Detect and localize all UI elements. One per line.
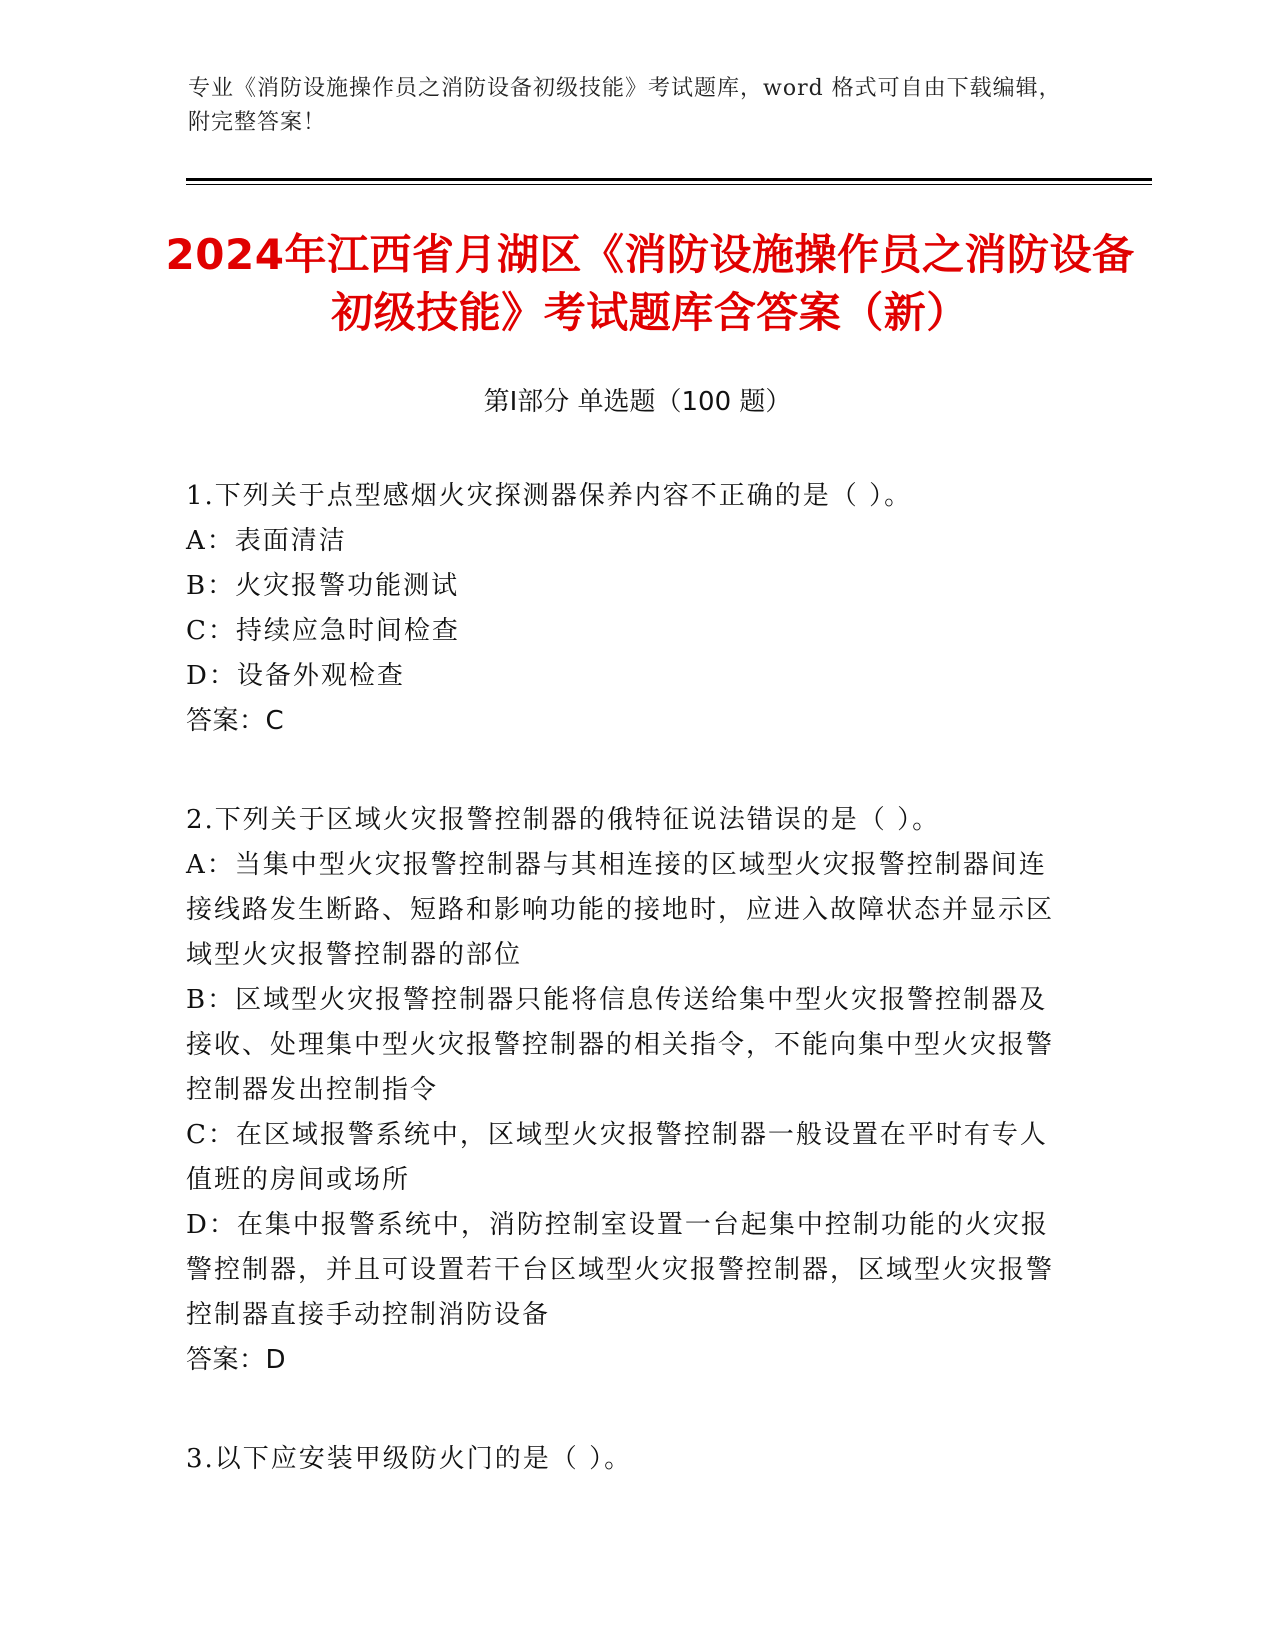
option-a: A：当集中型火灾报警控制器与其相连接的区域型火灾报警控制器间连接线路发生断路、短路和影响功能的接地时，应进入故障状态并显示区域型火灾报警控制器的部位 xyxy=(186,850,1055,970)
document-title: 2024年江西省月湖区《消防设施操作员之消防设备初级技能》考试题库含答案（新） xyxy=(165,230,1135,337)
answer: 答案：C xyxy=(186,706,285,736)
answer: 答案：D xyxy=(186,1345,287,1375)
question-2 xyxy=(186,798,1066,1383)
section-title: 第Ⅰ部分 单选题（100 题） xyxy=(483,387,792,417)
question-stem: 1.下列关于点型感烟火灾探测器保养内容不正确的是（ ）。 xyxy=(186,481,913,511)
option-c: C：持续应急时间检查 xyxy=(186,616,460,646)
header-rule-thin xyxy=(186,184,1152,185)
question-3 xyxy=(186,1437,1066,1482)
option-a: A：表面清洁 xyxy=(186,526,347,556)
option-d: D：设备外观检查 xyxy=(186,661,405,691)
question-1 xyxy=(186,474,1066,744)
option-b: B：火灾报警功能测试 xyxy=(186,571,460,601)
option-b: B：区域型火灾报警控制器只能将信息传送给集中型火灾报警控制器及接收、处理集中型火灾报警控制器的相关指令，不能向集中型火灾报警控制器发出控制指令 xyxy=(186,985,1055,1105)
option-c: C：在区域报警系统中，区域型火灾报警控制器一般设置在平时有专人值班的房间或场所 xyxy=(186,1120,1048,1195)
option-d: D：在集中报警系统中，消防控制室设置一台起集中控制功能的火灾报警控制器，并且可设置若干台区域型火灾报警控制器，区域型火灾报警控制器直接手动控制消防设备 xyxy=(186,1210,1055,1330)
question-list xyxy=(186,474,1066,1536)
header-note: 专业《消防设施操作员之消防设备初级技能》考试题库，word 格式可自由下载编辑，附完整答案！ xyxy=(188,76,1062,135)
header-rule-thick xyxy=(186,178,1152,181)
question-stem: 2.下列关于区域火灾报警控制器的俄特征说法错误的是（ ）。 xyxy=(186,805,941,835)
question-stem: 3.以下应安装甲级防火门的是（ ）。 xyxy=(186,1444,633,1474)
